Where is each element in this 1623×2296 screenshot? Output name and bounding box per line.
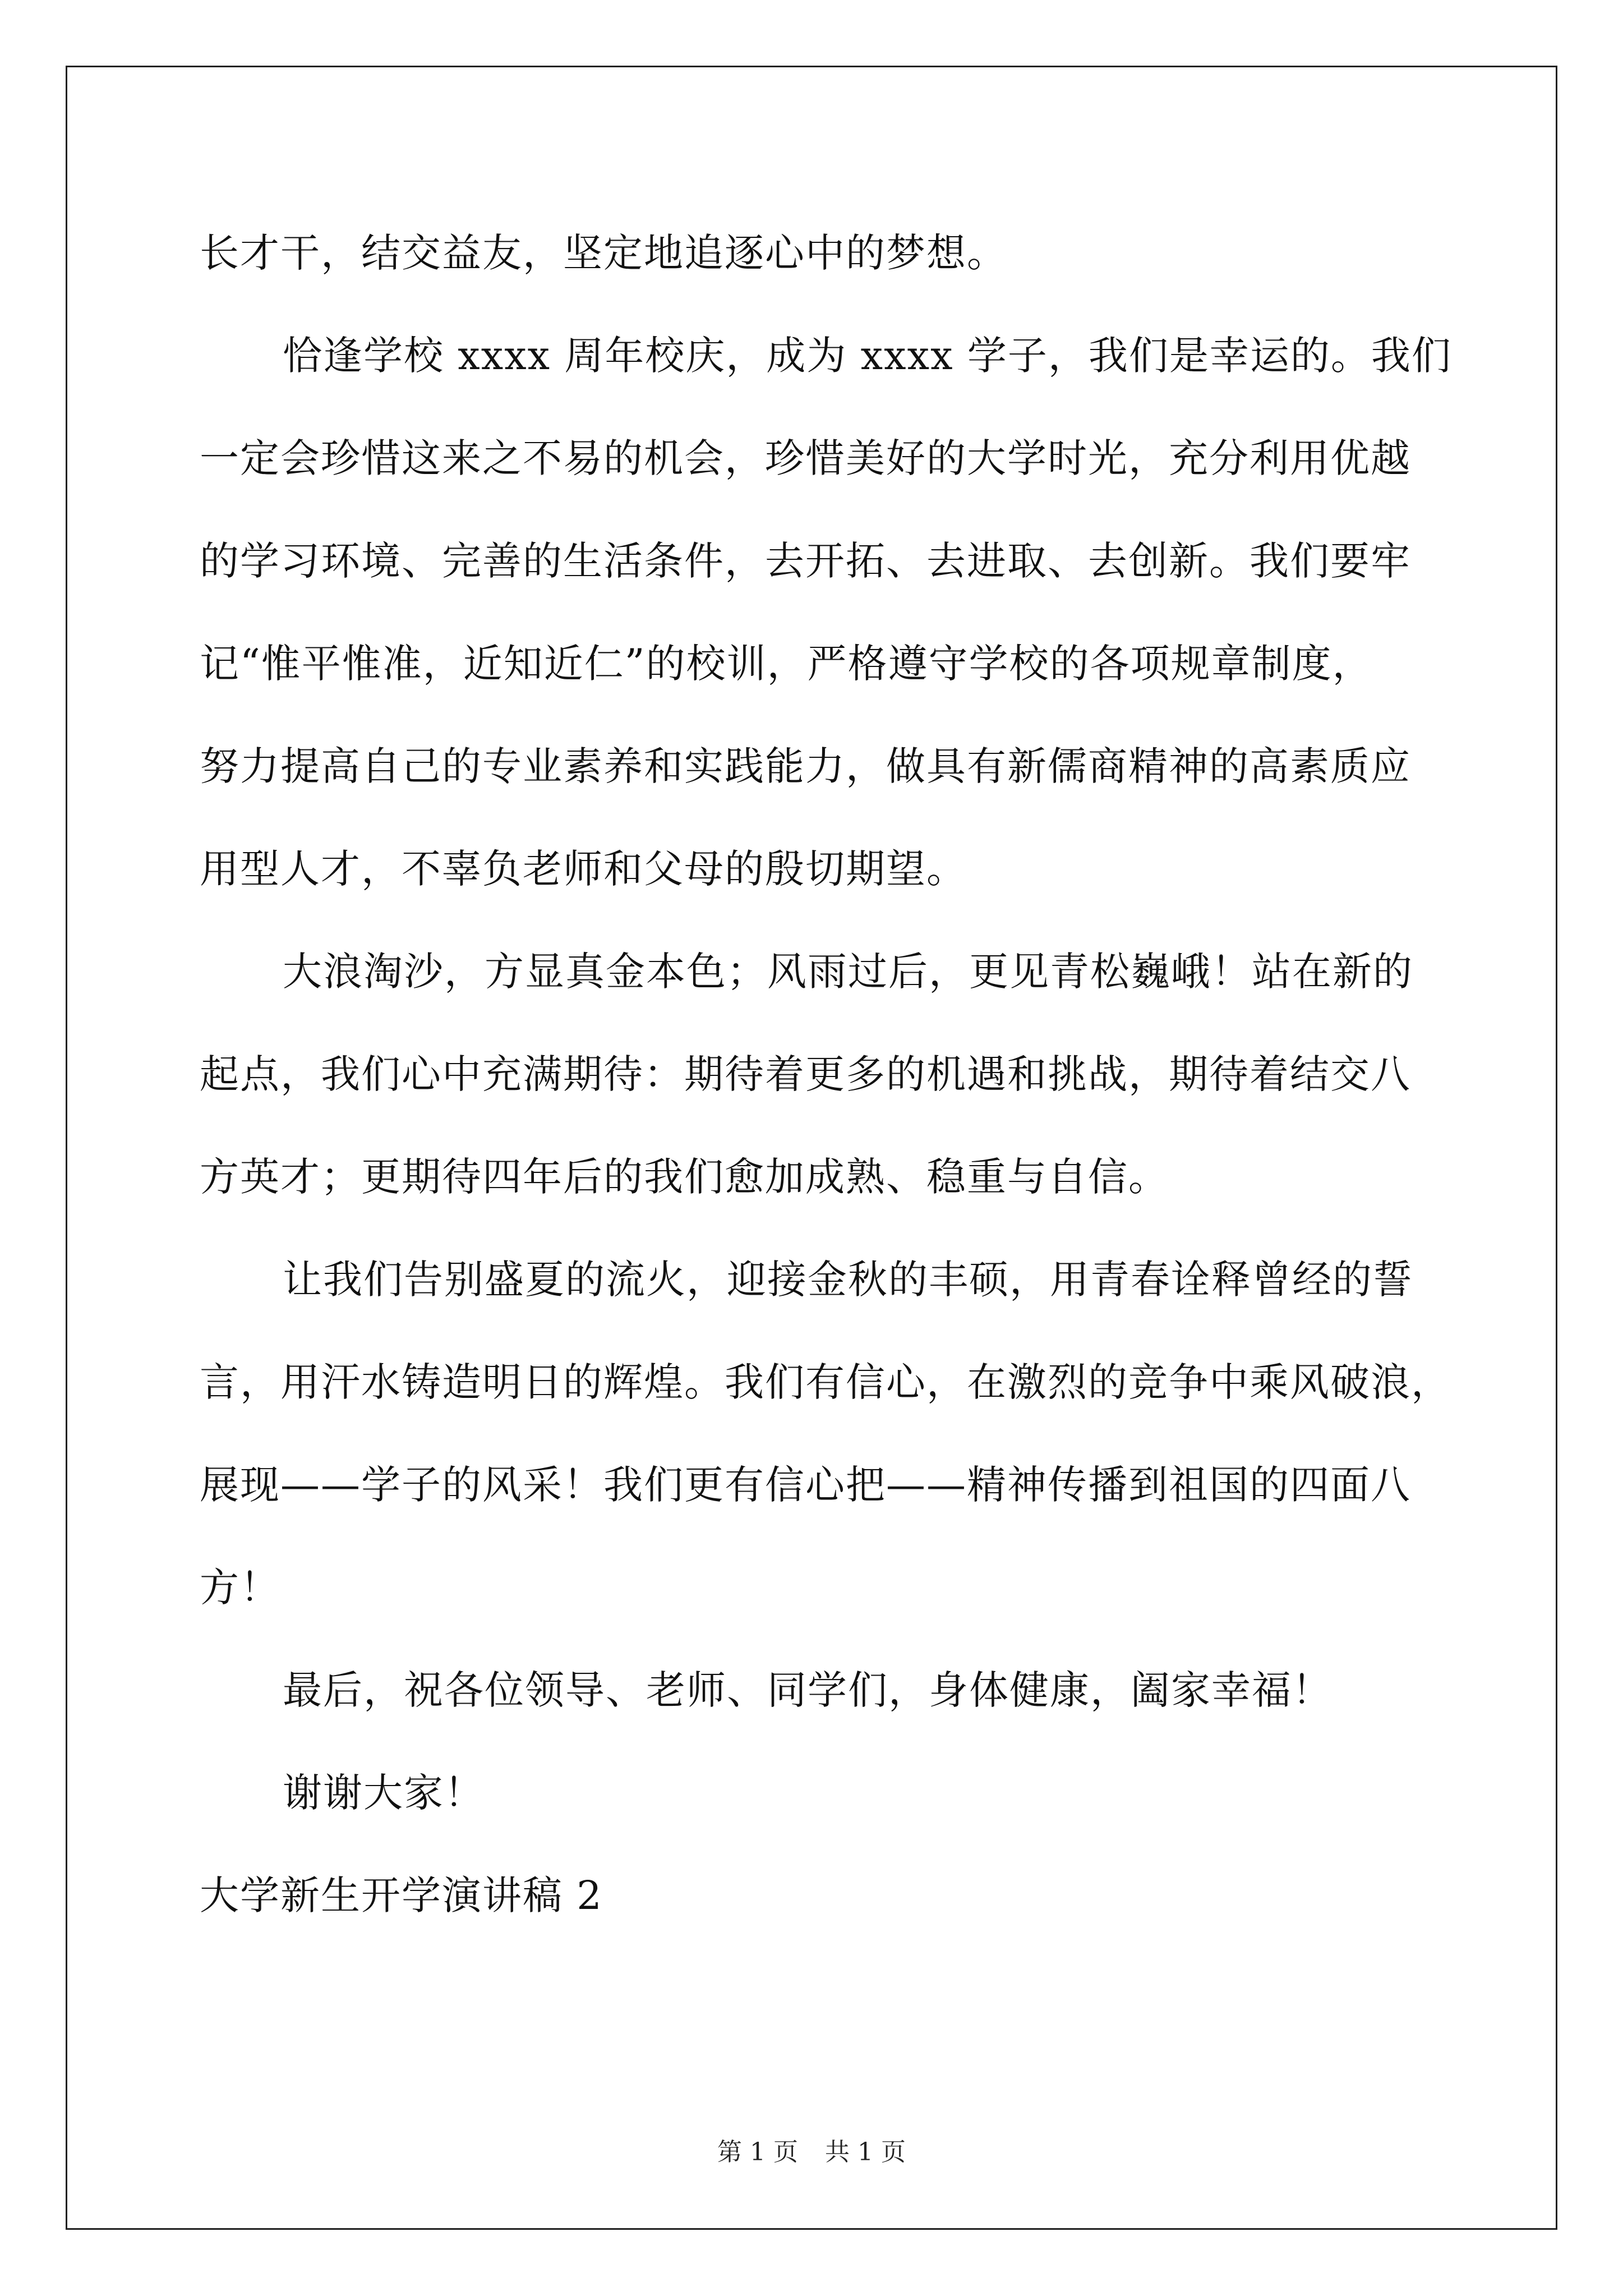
page-number-current: 第 1 页 <box>717 2138 798 2166</box>
document-body <box>200 202 1452 1947</box>
text-line-6: 努力提高自己的专业素养和实践能力，做具有新儒商精神的高素质应 <box>200 743 1411 789</box>
text-line-14: 方！ <box>200 1565 280 1611</box>
text-line-2: 恰逢学校 xxxx 周年校庆，成为 xxxx 学子，我们是幸运的。我们 <box>283 333 1452 379</box>
text-line-16: 谢谢大家！ <box>283 1770 485 1816</box>
text-line-12: 言，用汗水铸造明日的辉煌。我们有信心，在激烈的竞争中乘风破浪， <box>200 1359 1451 1405</box>
text-line-4: 的学习环境、完善的生活条件，去开拓、去进取、去创新。我们要牢 <box>200 538 1411 584</box>
text-line-13: 展现——学子的风采！我们更有信心把——精神传播到祖国的四面八 <box>200 1462 1411 1508</box>
text-line-10: 方英才；更期待四年后的我们愈加成熟、稳重与自信。 <box>200 1154 1169 1200</box>
text-line-9: 起点，我们心中充满期待：期待着更多的机遇和挑战，期待着结交八 <box>200 1051 1411 1097</box>
text-line-3: 一定会珍惜这来之不易的机会，珍惜美好的大学时光，充分利用优越 <box>200 435 1411 481</box>
text-line-15: 最后，祝各位领导、老师、同学们，身体健康，阖家幸福！ <box>283 1667 1332 1713</box>
page-footer <box>0 2132 1623 2168</box>
text-line-8: 大浪淘沙，方显真金本色；风雨过后，更见青松巍峨！站在新的 <box>283 949 1413 995</box>
page-number-total: 共 1 页 <box>825 2138 906 2166</box>
text-line-7: 用型人才，不辜负老师和父母的殷切期望。 <box>200 846 967 892</box>
section-heading: 大学新生开学演讲稿 2 <box>200 1872 603 1918</box>
text-line-1: 长才干，结交益友，坚定地追逐心中的梦想。 <box>200 230 1007 276</box>
text-line-11: 让我们告别盛夏的流火，迎接金秋的丰硕，用青春诠释曾经的誓 <box>283 1257 1413 1303</box>
text-line-5: 记“惟平惟准，近知近仁”的校训，严格遵守学校的各项规章制度， <box>200 641 1373 687</box>
